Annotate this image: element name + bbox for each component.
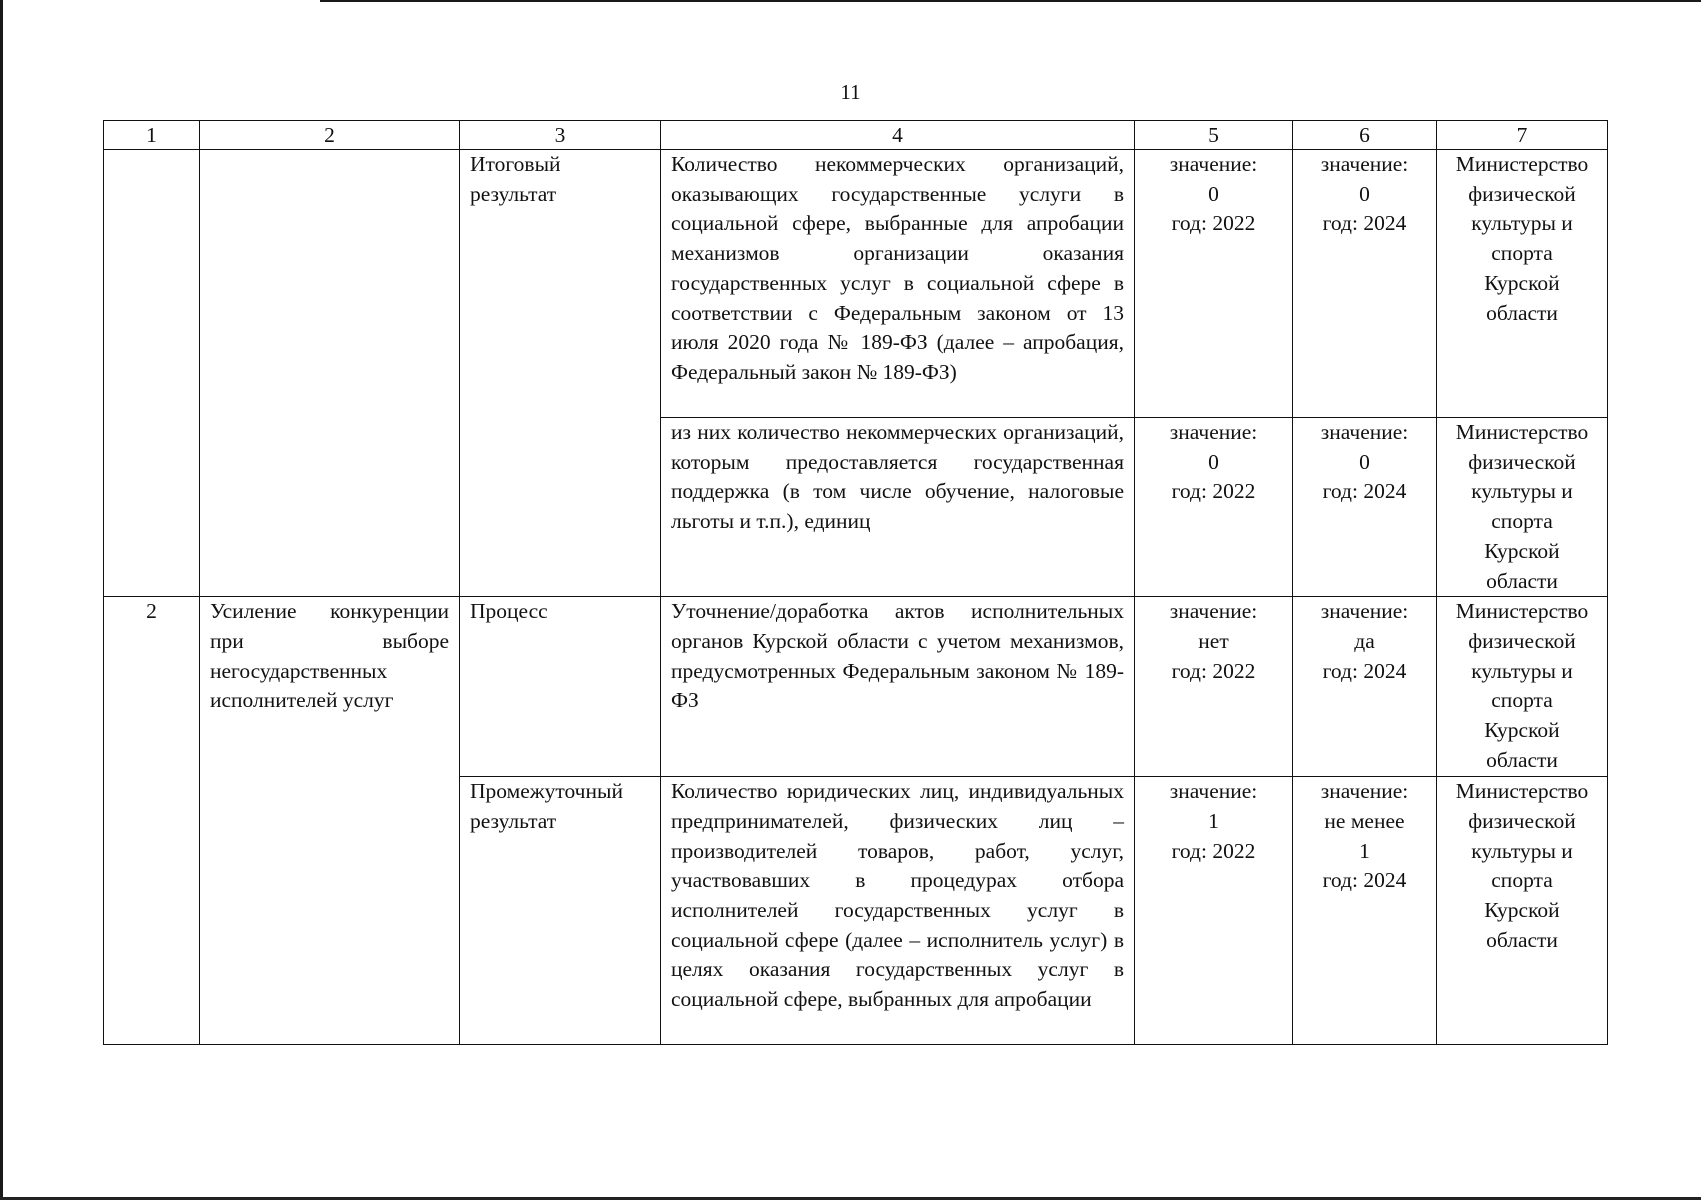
scan-edge-left [0, 0, 3, 1200]
indicator-cell: из них количество некоммерческих организаций, которым предоставляется государственная поддержка (в том числе обучение, налоговые льготы и т.п.), единиц [661, 418, 1135, 597]
target-label: значение: [1320, 152, 1409, 176]
responsible-line: культуры и [1471, 479, 1573, 504]
base-year: год: 2022 [1171, 658, 1256, 683]
responsible-line: области [1486, 927, 1558, 952]
table-row [104, 597, 1608, 777]
target-value: 0 [1359, 181, 1370, 206]
header-cell-7: 7 [1437, 121, 1608, 150]
target-value-cell [1293, 150, 1437, 418]
responsible-line: области [1486, 747, 1558, 772]
responsible-cell [1437, 150, 1608, 418]
responsible-line: Курской [1484, 718, 1560, 743]
target-value: 0 [1359, 449, 1370, 474]
task-description-cell: Усиление конкуренции при выборе негосударственных исполнителей услуг [200, 597, 460, 1045]
target-year: год: 2024 [1322, 868, 1407, 893]
result-type-cell: Процесс [460, 597, 661, 777]
responsible-line: области [1486, 568, 1558, 593]
table-row [104, 150, 1608, 418]
base-value-cell [1135, 597, 1293, 777]
target-value-cell [1293, 597, 1437, 777]
responsible-line: культуры и [1471, 658, 1573, 683]
responsible-line: Курской [1484, 270, 1560, 295]
task-cell-empty [200, 150, 460, 597]
indicators-table [103, 120, 1608, 1045]
base-value: нет [1198, 628, 1229, 653]
responsible-line: области [1486, 300, 1558, 325]
base-value-cell [1135, 418, 1293, 597]
indicator-cell: Уточнение/доработка актов исполнительных органов Курской области с учетом механизмов, предусмотренных Федеральным законом № 189-ФЗ [661, 597, 1135, 777]
result-type-cell: Итоговый результат [460, 150, 661, 597]
header-cell-6: 6 [1293, 121, 1437, 150]
target-value: 1 [1359, 838, 1370, 863]
responsible-line: физической [1468, 628, 1576, 653]
table-header-row [104, 121, 1608, 150]
responsible-line: спорта [1491, 241, 1553, 266]
responsible-line: Министерство [1455, 420, 1589, 444]
page-number: 11 [840, 80, 861, 104]
task-number-cell: 2 [104, 597, 200, 1045]
target-value-cell [1293, 418, 1437, 597]
header-cell-5: 5 [1135, 121, 1293, 150]
target-label: значение: [1320, 599, 1409, 624]
target-value-cell [1293, 777, 1437, 1045]
target-value: не менее [1324, 808, 1405, 833]
base-value: 0 [1208, 449, 1219, 474]
responsible-line: Курской [1484, 898, 1560, 923]
base-value: 1 [1208, 808, 1219, 833]
responsible-cell [1437, 418, 1608, 597]
base-label: значение: [1169, 420, 1258, 444]
header-cell-2: 2 [200, 121, 460, 150]
indicator-cell: Количество некоммерческих организаций, оказывающих государственные услуги в социальной сфере, выбранные для апробации механизмов организации оказания государственных услуг в социальной сфере в соответствии с Федеральным законом от 13 июля 2020 года № 189-ФЗ (далее – апробация, Федеральный закон № 189-ФЗ) [661, 150, 1135, 418]
header-cell-4: 4 [661, 121, 1135, 150]
base-year: год: 2022 [1171, 211, 1256, 236]
num-cell-empty [104, 150, 200, 597]
result-type-cell: Промежуточный результат [460, 777, 661, 1045]
responsible-line: культуры и [1471, 838, 1573, 863]
responsible-line: спорта [1491, 868, 1553, 893]
responsible-line: Министерство [1455, 152, 1589, 176]
responsible-line: спорта [1491, 688, 1553, 713]
responsible-cell [1437, 597, 1608, 777]
base-year: год: 2022 [1171, 479, 1256, 504]
responsible-line: физической [1468, 181, 1576, 206]
base-label: значение: [1169, 779, 1258, 804]
target-value: да [1354, 628, 1375, 653]
scan-edge-top [320, 0, 1701, 2]
responsible-line: Министерство [1455, 779, 1589, 804]
target-label: значение: [1320, 420, 1409, 444]
target-year: год: 2024 [1322, 658, 1407, 683]
responsible-line: физической [1468, 808, 1576, 833]
base-value: 0 [1208, 181, 1219, 206]
responsible-line: Министерство [1455, 599, 1589, 624]
target-year: год: 2024 [1322, 211, 1407, 236]
target-label: значение: [1320, 779, 1409, 804]
header-cell-1: 1 [104, 121, 200, 150]
responsible-line: физической [1468, 449, 1576, 474]
header-cell-3: 3 [460, 121, 661, 150]
responsible-line: культуры и [1471, 211, 1573, 236]
indicator-cell: Количество юридических лиц, индивидуальных предпринимателей, физических лиц – производителей товаров, работ, услуг, участвовавших в процедурах отбора исполнителей государственных услуг в социальной сфере (далее – исполнитель услуг) в целях оказания государственных услуг в социальной сфере, выбранных для апробации [661, 777, 1135, 1045]
responsible-line: спорта [1491, 509, 1553, 534]
base-value-cell [1135, 777, 1293, 1045]
target-year: год: 2024 [1322, 479, 1407, 504]
base-year: год: 2022 [1171, 838, 1256, 863]
responsible-line: Курской [1484, 538, 1560, 563]
responsible-cell [1437, 777, 1608, 1045]
base-value-cell [1135, 150, 1293, 418]
base-label: значение: [1169, 599, 1258, 624]
base-label: значение: [1169, 152, 1258, 176]
